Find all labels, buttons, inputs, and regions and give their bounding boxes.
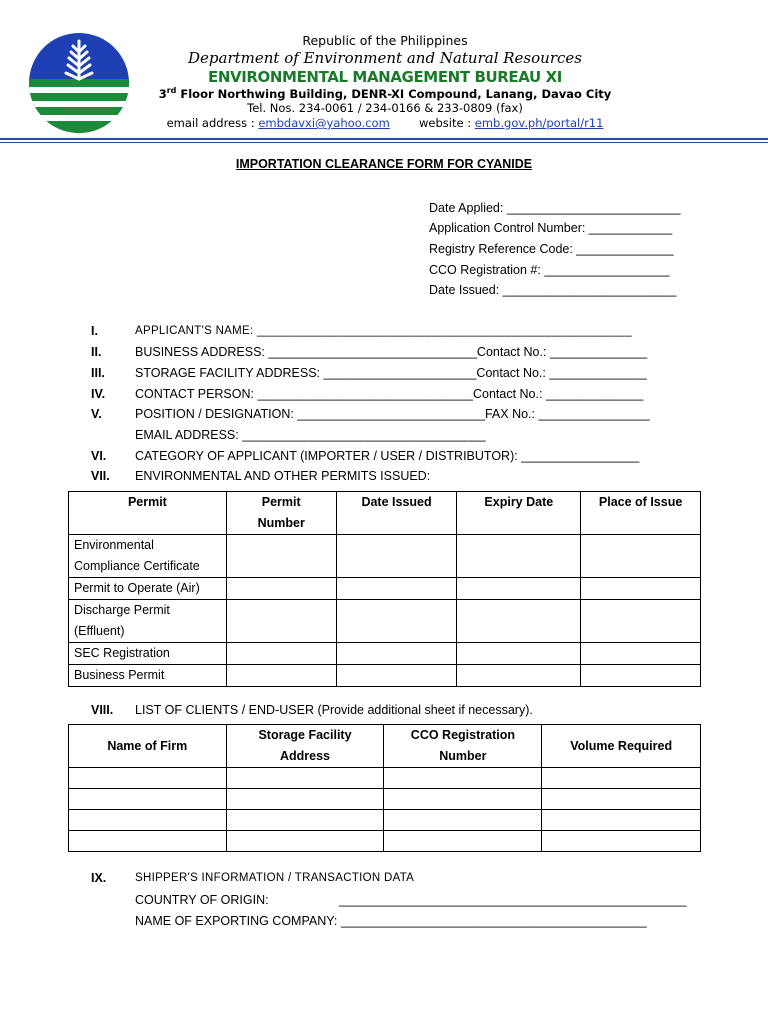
website-link[interactable]: emb.gov.ph/portal/r11 (474, 116, 604, 130)
date-issued-cell[interactable] (336, 535, 457, 578)
address-floor: 3 (158, 86, 167, 101)
place-of-issue-cell[interactable] (581, 578, 701, 600)
date-issued-cell[interactable] (336, 665, 457, 687)
letterhead-telephone: Tel. Nos. 234-0061 / 234-0166 & 233-0809 (fax) (247, 101, 523, 115)
storage-facility-address-field[interactable]: STORAGE FACILITY ADDRESS: ______________________Contact No.: ______________ (135, 366, 647, 380)
form-title: IMPORTATION CLEARANCE FORM FOR CYANIDE (235, 157, 533, 171)
header-expiry-date: Expiry Date (457, 492, 581, 535)
date-issued-cell[interactable] (336, 578, 457, 600)
cco-cell[interactable] (384, 810, 542, 831)
application-control-number-field[interactable]: Application Control Number: ____________ (429, 221, 673, 235)
date-issued-cell[interactable] (336, 600, 457, 643)
header-storage-facility-address (226, 725, 384, 768)
country-of-origin-label: COUNTRY OF ORIGIN: (135, 893, 269, 907)
place-of-issue-cell[interactable] (581, 665, 701, 687)
volume-cell[interactable] (542, 810, 701, 831)
address-rest: Floor Northwing Building, DENR-XI Compound, Lanang, Davao City (176, 86, 612, 101)
header-volume-required: Volume Required (542, 725, 701, 768)
clients-section-heading: LIST OF CLIENTS / END-USER (Provide additional sheet if necessary). (135, 703, 533, 717)
address-floor-suffix: rd (166, 86, 177, 95)
place-of-issue-cell[interactable] (581, 643, 701, 665)
contact-person-field[interactable]: CONTACT PERSON: _______________________________Contact No.: ______________ (135, 387, 644, 401)
table-row (69, 768, 701, 789)
permit-number-cell[interactable] (226, 535, 336, 578)
table-row (69, 810, 701, 831)
volume-cell[interactable] (542, 831, 701, 852)
email-label: email address : (166, 116, 259, 130)
address-cell[interactable] (226, 831, 384, 852)
letterhead-contact (110, 116, 660, 130)
table-row (69, 665, 701, 687)
section-number-viii: VIII. (91, 703, 114, 717)
permits-table (68, 491, 701, 687)
volume-cell[interactable] (542, 789, 701, 810)
letterhead-address (130, 86, 640, 101)
shipper-info-heading: SHIPPER'S INFORMATION / TRANSACTION DATA (135, 872, 415, 884)
header-date-issued: Date Issued (336, 492, 457, 535)
date-issued-field[interactable]: Date Issued: _________________________ (429, 283, 677, 297)
permit-name-discharge: Discharge Permit (Effluent) (69, 600, 227, 643)
firm-cell[interactable] (69, 789, 227, 810)
volume-cell[interactable] (542, 768, 701, 789)
section-number-iv: IV. (91, 387, 106, 401)
table-row (69, 600, 701, 643)
header-permit-number (226, 492, 336, 535)
place-of-issue-cell[interactable] (581, 535, 701, 578)
cco-cell[interactable] (384, 789, 542, 810)
business-address-field[interactable]: BUSINESS ADDRESS: ______________________________Contact No.: ______________ (135, 345, 648, 359)
cco-cell[interactable] (384, 831, 542, 852)
section-number-vii: VII. (91, 469, 110, 483)
date-applied-field[interactable]: Date Applied: _________________________ (429, 201, 681, 215)
email-link[interactable]: embdavxi@yahoo.com (258, 116, 390, 130)
section-number-iii: III. (91, 366, 105, 380)
firm-cell[interactable] (69, 768, 227, 789)
website-label: website : (419, 116, 475, 130)
section-number-v: V. (91, 407, 102, 421)
permits-table-header (69, 492, 701, 535)
header-permit: Permit (69, 492, 227, 535)
clients-table (68, 724, 701, 852)
cco-registration-field[interactable]: CCO Registration #: __________________ (429, 263, 670, 277)
section-number-ix: IX. (91, 871, 107, 885)
permit-number-cell[interactable] (226, 665, 336, 687)
firm-cell[interactable] (69, 810, 227, 831)
table-row (69, 643, 701, 665)
section-number-i: I. (91, 324, 98, 338)
firm-cell[interactable] (69, 831, 227, 852)
section-number-vi: VI. (91, 449, 107, 463)
country-of-origin-field[interactable]: __________________________________________________ (339, 893, 687, 907)
permit-number-cell[interactable] (226, 600, 336, 643)
letterhead-divider (0, 138, 768, 140)
date-issued-cell[interactable] (336, 643, 457, 665)
category-of-applicant-field[interactable]: CATEGORY OF APPLICANT (IMPORTER / USER / DISTRIBUTOR): _________________ (135, 449, 640, 463)
expiry-date-cell[interactable] (457, 665, 581, 687)
table-row (69, 535, 701, 578)
letterhead-republic: Republic of the Philippines (302, 33, 468, 48)
letterhead-bureau: ENVIRONMENTAL MANAGEMENT BUREAU XI (208, 68, 562, 86)
permit-number-cell[interactable] (226, 578, 336, 600)
permit-name-ecc: Environmental Compliance Certificate (69, 535, 227, 578)
section-number-ii: II. (91, 345, 102, 359)
email-address-field[interactable]: EMAIL ADDRESS: ___________________________________ (135, 428, 486, 442)
permit-name-business: Business Permit (69, 665, 227, 687)
clients-table-header (69, 725, 701, 768)
address-cell[interactable] (226, 768, 384, 789)
applicant-name-field[interactable]: APPLICANT'S NAME: ________________________________________________________ (135, 325, 632, 337)
table-row (69, 578, 701, 600)
letterhead-divider-thin (0, 142, 768, 143)
position-designation-field[interactable]: POSITION / DESIGNATION: ___________________________FAX No.: ________________ (135, 407, 650, 421)
expiry-date-cell[interactable] (457, 578, 581, 600)
expiry-date-cell[interactable] (457, 600, 581, 643)
expiry-date-cell[interactable] (457, 535, 581, 578)
permits-section-heading: ENVIRONMENTAL AND OTHER PERMITS ISSUED: (135, 469, 431, 483)
exporting-company-field[interactable]: NAME OF EXPORTING COMPANY: ____________________________________________ (135, 914, 647, 928)
letterhead-department: Department of Environment and Natural Resources (188, 49, 582, 67)
header-cco-registration-number-text: CCO Registration Number (410, 728, 515, 763)
registry-reference-code-field[interactable]: Registry Reference Code: ______________ (429, 242, 674, 256)
expiry-date-cell[interactable] (457, 643, 581, 665)
header-place-of-issue: Place of Issue (581, 492, 701, 535)
permit-name-pto-air: Permit to Operate (Air) (69, 578, 227, 600)
header-storage-facility-address-text: Storage Facility Address (258, 728, 352, 763)
table-row (69, 789, 701, 810)
table-row (69, 831, 701, 852)
address-cell[interactable] (226, 789, 384, 810)
permit-name-sec: SEC Registration (69, 643, 227, 665)
place-of-issue-cell[interactable] (581, 600, 701, 643)
header-name-of-firm: Name of Firm (69, 725, 227, 768)
header-permit-number-text: Permit Number (257, 495, 305, 530)
cco-cell[interactable] (384, 768, 542, 789)
header-cco-registration-number (384, 725, 542, 768)
address-cell[interactable] (226, 810, 384, 831)
permit-number-cell[interactable] (226, 643, 336, 665)
